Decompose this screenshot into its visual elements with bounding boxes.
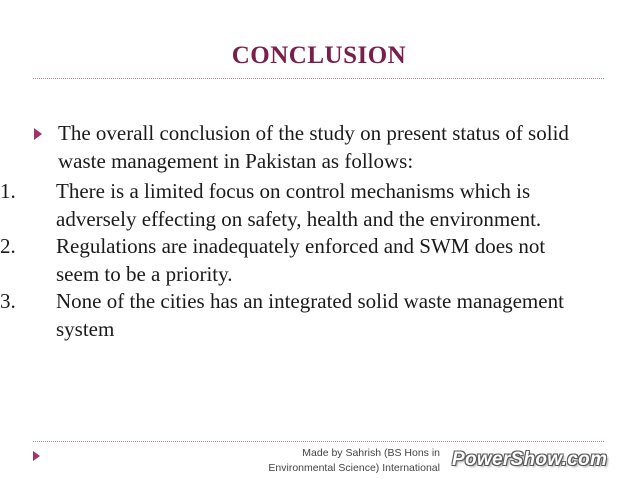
intro-bullet — [0, 120, 620, 175]
slide-title: CONCLUSION — [231, 42, 407, 69]
slide-body — [0, 120, 620, 343]
list-item-text: Regulations are inadequately enforced and SWM does not seem to be a priority. — [56, 234, 546, 286]
powershow-logo[interactable]: PowerShow.com — [452, 449, 608, 470]
list-item-text: There is a limited focus on control mechanisms which is adversely effecting on safety, health and the environment. — [56, 179, 542, 231]
footer-arrow-icon — [33, 451, 40, 461]
footer-credit-line1: Made by Sahrish (BS Hons in — [302, 447, 440, 459]
list-item-3 — [0, 288, 620, 343]
list-item-text: None of the cities has an integrated solid waste management system — [56, 289, 564, 341]
footer-credit-line2: Environmental Science) International — [268, 462, 440, 474]
title-divider — [33, 78, 604, 79]
list-item-number: 2. — [0, 234, 16, 258]
list-item-1 — [0, 178, 620, 233]
footer-divider — [33, 441, 604, 442]
list-item-2 — [0, 233, 620, 288]
list-item-number: 1. — [0, 179, 16, 203]
list-item-number: 3. — [0, 289, 16, 313]
bullet-arrow-icon — [34, 128, 42, 140]
intro-bullet-text: The overall conclusion of the study on present status of solid waste management in Pakistan as follows: — [58, 121, 569, 173]
footer-credit — [226, 446, 440, 476]
